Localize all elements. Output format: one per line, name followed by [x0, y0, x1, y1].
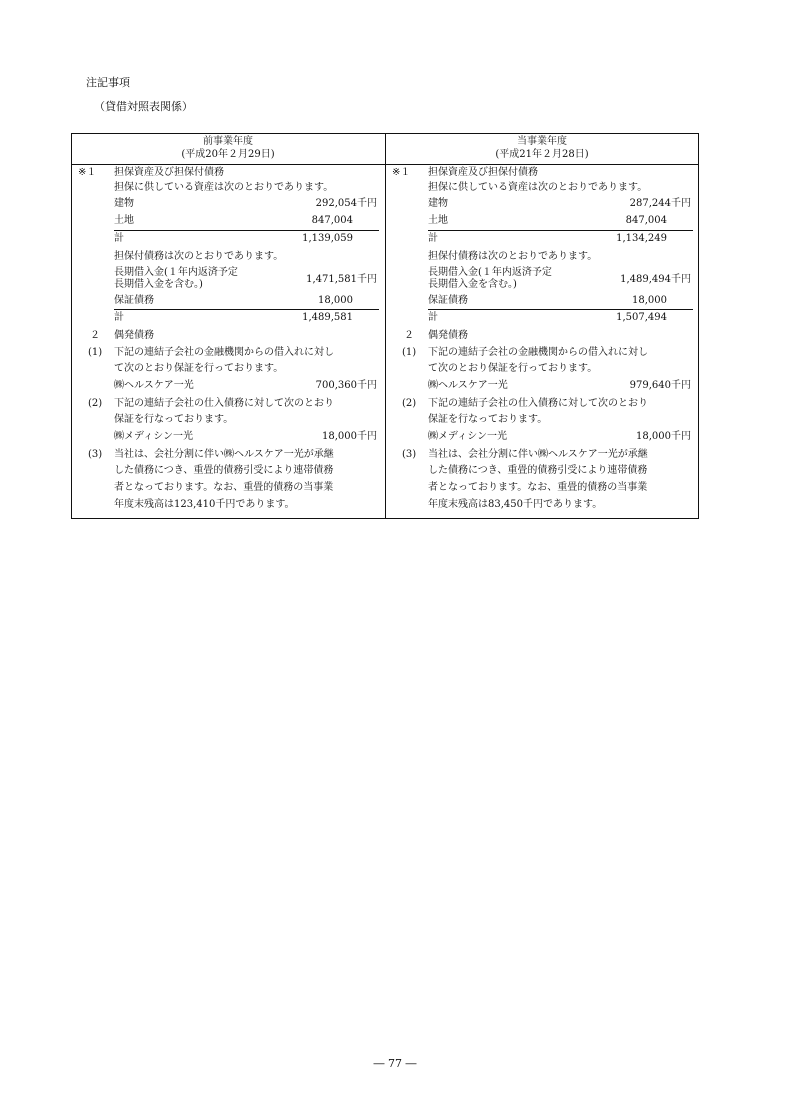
sub-item-marker: (1): [402, 347, 417, 358]
debt-label: 長期借入金(１年内返済予定: [428, 267, 552, 278]
debt-total-value: 1,507,494: [616, 312, 667, 323]
column-previous-year: [72, 134, 384, 518]
sub-item-text: 年度末残高は123,410千円であります。: [114, 499, 295, 510]
subtotal-rule: [114, 309, 379, 310]
item-marker: ※１: [392, 167, 411, 178]
section-subtitle: （貸借対照表関係）: [94, 100, 193, 113]
item-marker: ２: [404, 330, 414, 341]
section-title: 注記事項: [86, 76, 130, 89]
sub-item-marker: (3): [402, 449, 417, 460]
guarantee-entity: ㈱ヘルスケア一光: [428, 380, 508, 391]
sub-item-text: 下記の連結子会社の仕入債務に対して次のとおり: [114, 398, 334, 409]
guarantee-entity: ㈱メディシン一光: [428, 431, 507, 442]
debt-value: 1,489,494千円: [620, 274, 691, 285]
asset-total-label: 計: [428, 233, 438, 244]
sub-item-text: した債務につき、重畳的債務引受により連帯債務: [114, 465, 334, 476]
item-title: 偶発債務: [428, 330, 468, 341]
asset-value: 287,244千円: [629, 198, 691, 209]
item-intro: 担保に供している資産は次のとおりであります。: [114, 182, 334, 193]
item-marker: ２: [90, 330, 100, 341]
guarantee-value: 700,360千円: [315, 380, 377, 391]
guarantee-entity: ㈱メディシン一光: [114, 431, 193, 442]
column-header-title: 前事業年度: [203, 136, 253, 147]
sub-item-text: 当社は、会社分割に伴い㈱ヘルスケア一光が承継: [114, 449, 334, 460]
debt-value: 18,000: [318, 295, 353, 306]
sub-item-text: 下記の連結子会社の金融機関からの借入れに対し: [428, 347, 648, 358]
sub-item-text: 当社は、会社分割に伴い㈱ヘルスケア一光が承継: [428, 449, 648, 460]
asset-label: 建物: [428, 198, 448, 209]
subtotal-rule: [428, 230, 693, 231]
guarantee-value: 18,000千円: [322, 431, 377, 442]
asset-label: 土地: [114, 215, 134, 226]
asset-value: 847,004: [625, 215, 667, 226]
guarantee-value: 18,000千円: [636, 431, 691, 442]
sub-item-marker: (1): [88, 347, 103, 358]
sub-item-text: 保証を行なっております。: [114, 414, 234, 425]
guarantee-value: 979,640千円: [629, 380, 691, 391]
subtotal-rule: [428, 309, 693, 310]
item-marker: ※１: [78, 167, 97, 178]
debt-total-label: 計: [114, 312, 124, 323]
sub-item-text: て次のとおり保証を行っております。: [428, 363, 598, 374]
sub-item-marker: (2): [88, 398, 103, 409]
debt-intro: 担保付債務は次のとおりであります。: [114, 251, 284, 262]
sub-item-text: 下記の連結子会社の金融機関からの借入れに対し: [114, 347, 334, 358]
sub-item-text: て次のとおり保証を行っております。: [114, 363, 284, 374]
debt-label: 長期借入金(１年内返済予定: [114, 267, 238, 278]
sub-item-text: 年度末残高は83,450千円であります。: [428, 499, 603, 510]
sub-item-text: した債務につき、重畳的債務引受により連帯債務: [428, 465, 648, 476]
column-header-date: (平成20年２月29日): [181, 149, 275, 160]
item-title: 担保資産及び担保付債務: [114, 167, 224, 178]
asset-total-label: 計: [114, 233, 124, 244]
sub-item-text: 下記の連結子会社の仕入債務に対して次のとおり: [428, 398, 648, 409]
debt-label: 保証債務: [114, 295, 154, 306]
sub-item-marker: (2): [402, 398, 417, 409]
column-current-year: [386, 134, 698, 518]
debt-total-label: 計: [428, 312, 438, 323]
debt-label-continued: 長期借入金を含む。): [428, 279, 517, 290]
notes-table: [71, 133, 699, 519]
asset-total-value: 1,134,249: [616, 233, 667, 244]
item-intro: 担保に供している資産は次のとおりであります。: [428, 182, 648, 193]
debt-total-value: 1,489,581: [302, 312, 353, 323]
debt-label-continued: 長期借入金を含む。): [114, 279, 203, 290]
page-number: ― 77 ―: [373, 1057, 417, 1070]
asset-value: 847,004: [311, 215, 353, 226]
guarantee-entity: ㈱ヘルスケア一光: [114, 380, 194, 391]
sub-item-text: 保証を行なっております。: [428, 414, 548, 425]
sub-item-marker: (3): [88, 449, 103, 460]
asset-label: 土地: [428, 215, 448, 226]
item-title: 偶発債務: [114, 330, 154, 341]
column-header-date: (平成21年２月28日): [495, 149, 589, 160]
item-title: 担保資産及び担保付債務: [428, 167, 538, 178]
debt-value: 18,000: [632, 295, 667, 306]
subtotal-rule: [114, 230, 379, 231]
debt-value: 1,471,581千円: [306, 274, 377, 285]
asset-label: 建物: [114, 198, 134, 209]
asset-total-value: 1,139,059: [302, 233, 353, 244]
column-header-title: 当事業年度: [517, 136, 567, 147]
sub-item-text: 者となっております。なお、重畳的債務の当事業: [428, 482, 648, 493]
sub-item-text: 者となっております。なお、重畳的債務の当事業: [114, 482, 334, 493]
debt-intro: 担保付債務は次のとおりであります。: [428, 251, 598, 262]
asset-value: 292,054千円: [315, 198, 377, 209]
debt-label: 保証債務: [428, 295, 468, 306]
